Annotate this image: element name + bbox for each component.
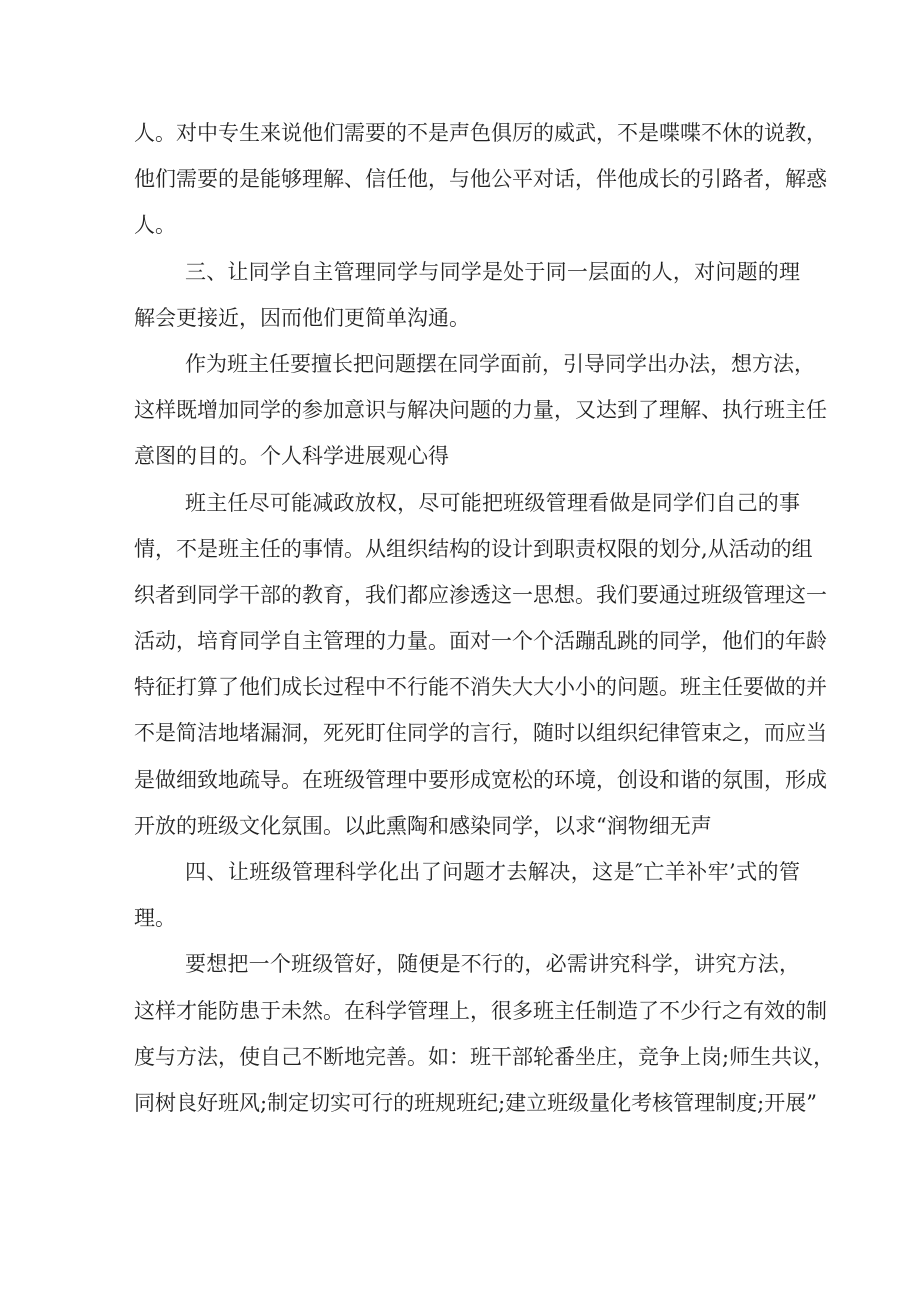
paragraph-first-line: 要想把一个班级管好，随便是不行的，必需讲究科学，讲究方法， [185,952,800,977]
text-line: 意图的目的。个人科学进展观心得 [134,444,449,469]
text-line: 特征打算了他们成长过程中不行能不消失大大小小的问题。班主任要做的并 [134,675,827,700]
text-line: 情，不是班主任的事情。从组织结构的设计到职责权限的划分,从活动的组 [134,536,813,561]
text-line: 织者到同学干部的教育，我们都应渗透这一思想。我们要通过班级管理这一 [134,582,827,607]
section-heading-line: 四、让班级管理科学化出了问题才去解决，这是″亡羊补牢’式的管 [185,860,800,884]
text-line: 度与方法，使自己不断地完善。如：班干部轮番坐庄，竞争上岗;师生共议， [134,1044,835,1069]
section-heading-line: 三、让同学自主管理同学与同学是处于同一层面的人，对问题的理 [185,259,800,284]
text-line: 活动，培育同学自主管理的力量。面对一个个活蹦乱跳的同学，他们的年龄 [134,629,827,654]
text-line: 人。对中专生来说他们需要的不是声色俱厉的威武，不是喋喋不休的说教， [134,121,827,145]
text-line: 这样既增加同学的参加意识与解决问题的力量，又达到了理解、执行班主任 [134,398,827,423]
text-line: 这样才能防患于未然。在科学管理上，很多班主任制造了不少行之有效的制 [134,998,827,1023]
text-line: 开放的班级文化氛围。以此熏陶和感染同学，以求“润物细无声 [134,813,712,838]
text-line: 是做细致地疏导。在班级管理中要形成宽松的环境，创设和谐的氛围，形成 [134,767,827,792]
text-line: 解会更接近，因而他们更简单沟通。 [134,305,470,330]
paragraph-first-line: 作为班主任要擅长把问题摆在同学面前，引导同学出办法，想方法， [185,351,815,376]
text-line: 不是简洁地堵漏洞，死死盯住同学的言行，随时以组织纪律管束之，而应当 [134,721,827,746]
body-text [134,110,835,1126]
text-line: 同树良好班风;制定切实可行的班规班纪;建立班级量化考核管理制度;开展” [134,1090,817,1115]
text-line: 人。 [134,213,176,238]
text-line: 他们需要的是能够理解、信任他，与他公平对话，伴他成长的引路者，解惑 [134,167,827,192]
text-line: 理。 [134,906,176,931]
paragraph-first-line: 班主任尽可能减政放权，尽可能把班级管理看做是同学们自己的事 [185,490,800,515]
